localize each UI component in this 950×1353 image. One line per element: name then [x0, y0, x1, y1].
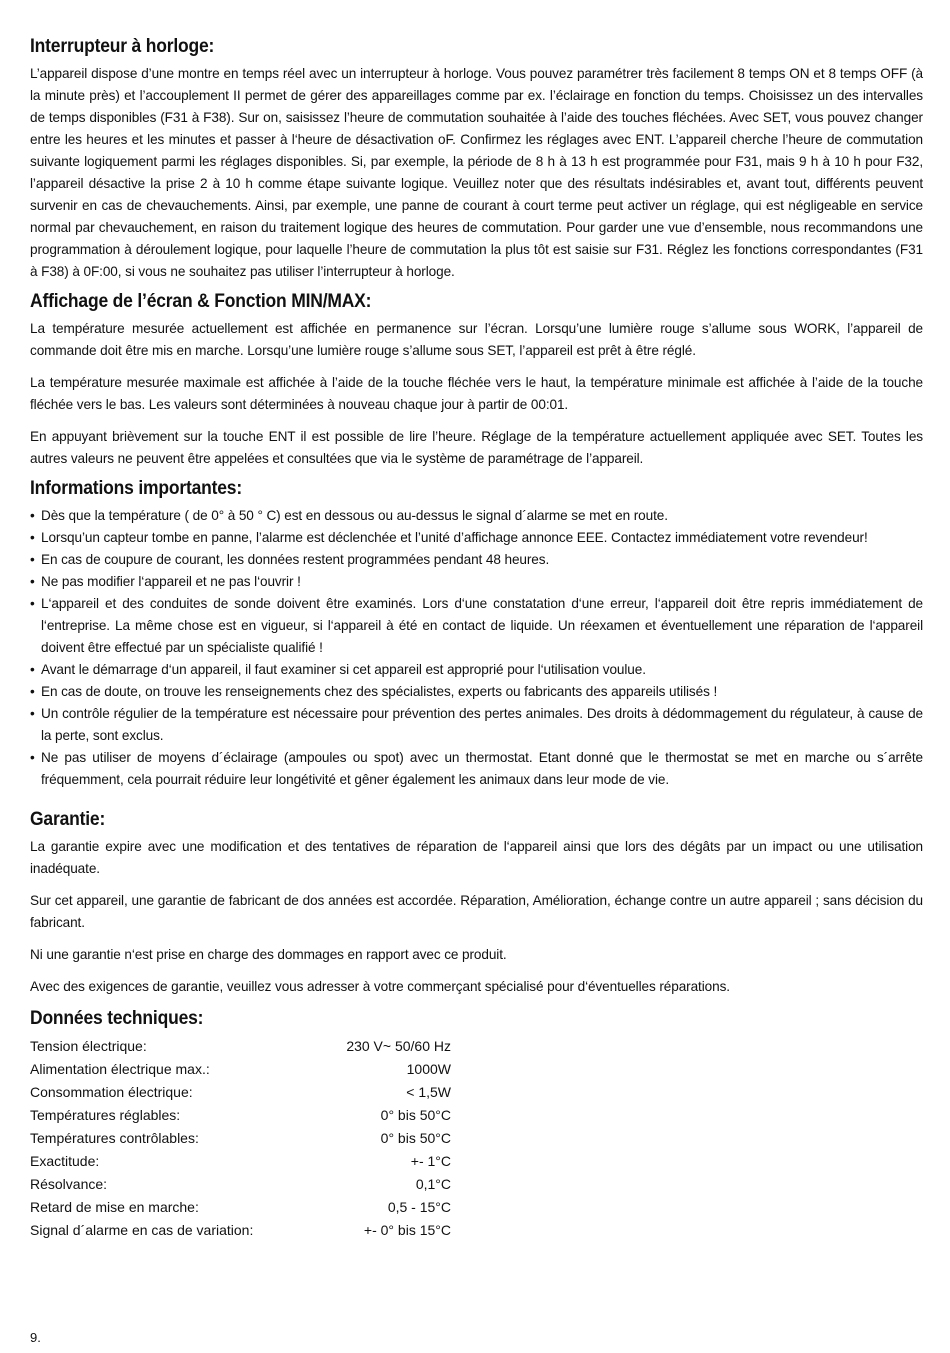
warranty-section-title: Garantie:: [30, 809, 106, 830]
warranty-paragraph-3: Ni une garantie n‘est prise en charge des dommages en rapport avec ce produit.: [30, 947, 507, 962]
spec-value: 0,1°C: [415, 1176, 451, 1192]
spec-label: Exactitude:: [30, 1153, 100, 1169]
list-item-text: Un contrôle régulier de la température est nécessaire pour prévention des pertes animales. Des droits à dédommagement du régulateur, à cause de la perte, sont exclus.: [41, 706, 923, 743]
spec-label: Tension électrique:: [30, 1038, 147, 1054]
spec-value: 0° bis 50°C: [380, 1107, 451, 1123]
important-section-title: Informations importantes:: [30, 478, 242, 499]
list-item: [30, 703, 923, 747]
spec-value: 0,5 - 15°C: [387, 1199, 451, 1215]
spec-label: Retard de mise en marche:: [30, 1199, 199, 1215]
bullet-icon: •: [30, 662, 35, 677]
bullet-icon: •: [30, 596, 35, 611]
list-item: [30, 747, 923, 791]
bullet-icon: •: [30, 552, 35, 567]
table-row: [30, 1104, 451, 1127]
bullet-icon: •: [30, 750, 35, 765]
list-item: [30, 527, 923, 549]
list-item-text: L‘appareil et des conduites de sonde doivent être examinés. Lors d‘une constatation d‘une erreur, l‘appareil doit être repris immédiatement de l‘entreprise. La même chose est en vigueur, si l‘appareil à été en contact de liquide. Un réexamen et éventuellement une réparation de l‘appareil doivent être effectué par un spécialiste qualifié !: [41, 596, 923, 655]
timer-paragraph: L’appareil dispose d’une montre en temps réel avec un interrupteur à horloge. Vous pouvez paramétrer très facilement 8 temps ON et 8 temps OFF (à la minute près) et l’accouplement II permet de gérer des appareillages comme par ex. l’éclairage en fonction du temps. Choisissez un des intervalles de temps disponibles (F31 à F38). Sur on, saisissez l’heure de commutation souhaitée à l’aide des touches fléchées. Avec SET, vous pouvez changer entre les heures et les minutes et passer à l‘heure de désactivation oF. Confirmez les réglages avec ENT. L’appareil cherche l’heure de commutation suivante logiquement parmi les réglages disponibles. Si, par exemple, la période de 8 h à 13 h est programmée pour F31, mais 9 h à 10 h pour F32, l’appareil désactive la prise 2 à 10 h comme étape suivante logique. Veuillez noter que des résultats indésirables et, avant tout, différents peuvent survenir en cas de chevauchements. Ainsi, par exemple, une panne de courant à court terme peut activer un réglage, qui est négligeable en service normal par chevauchement, en raison du traitement logique des heures de commutation. Pour garder une vue d’ensemble, nous recommandons une programmation à déroulement logique, pour laquelle l’heure de commutation la plus tôt est saisie sur F31. Réglez les fonctions correspondantes (F31 à F38) à 0F:00, si vous ne souhaitez pas utiliser l’interrupteur à horloge.: [30, 66, 923, 279]
display-paragraph-2: La température mesurée maximale est affichée à l’aide de la touche fléchée vers le haut, la température minimale est affichée à l’aide de la touche fléchée vers le bas. Les valeurs sont déterminées à nouveau chaque jour à partir de 00:01.: [30, 375, 923, 412]
spec-label: Consommation électrique:: [30, 1084, 193, 1100]
warranty-paragraph-4: Avec des exigences de garantie, veuillez vous adresser à votre commerçant spécialisé pour d‘éventuelles réparations.: [30, 979, 730, 994]
spec-label: Alimentation électrique max.:: [30, 1061, 210, 1077]
display-paragraph-3: En appuyant brièvement sur la touche ENT il est possible de lire l’heure. Réglage de la température actuellement appliquée avec SET. Toutes les autres valeurs ne peuvent être appelées et consultées que via le système de paramétrage de l’appareil.: [30, 429, 923, 466]
table-row: [30, 1150, 451, 1173]
list-item: [30, 681, 923, 703]
spec-value: +- 0° bis 15°C: [363, 1222, 451, 1238]
table-row: [30, 1196, 451, 1219]
list-item: [30, 593, 923, 659]
bullet-icon: •: [30, 706, 35, 721]
specs-table: [30, 1035, 451, 1242]
list-item: [30, 549, 923, 571]
display-section-title: Affichage de l’écran & Fonction MIN/MAX:: [30, 291, 372, 312]
bullet-icon: •: [30, 530, 35, 545]
bullet-icon: •: [30, 574, 35, 589]
page-number: 9.: [30, 1330, 41, 1345]
bullet-icon: •: [30, 508, 35, 523]
table-row: [30, 1058, 451, 1081]
list-item: [30, 659, 923, 681]
list-item-text: Dès que la température ( de 0° à 50 ° C) est en dessous ou au-dessus le signal d´alarme se met en route.: [41, 508, 668, 523]
table-row: [30, 1219, 451, 1242]
display-section: [30, 291, 923, 470]
table-row: [30, 1127, 451, 1150]
list-item-text: Ne pas utiliser de moyens d´éclairage (ampoules ou spot) avec un thermostat. Etant donné que le thermostat se met en marche ou s´arrête fréquemment, cela pourrait réduire leur longétivité et gêner également les animaux dans leur mode de vie.: [41, 750, 923, 787]
bullet-icon: •: [30, 684, 35, 699]
list-item-text: Lorsqu’un capteur tombe en panne, l’alarme est déclenchée et l’unité d’affichage annonce EEE. Contactez immédiatement votre revendeur!: [41, 530, 868, 545]
list-item-text: Ne pas modifier l‘appareil et ne pas l‘ouvrir !: [41, 574, 301, 589]
spec-label: Signal d´alarme en cas de variation:: [30, 1222, 254, 1238]
timer-section-title: Interrupteur à horloge:: [30, 36, 215, 57]
spec-value: +- 1°C: [410, 1153, 451, 1169]
specs-section-title: Données techniques:: [30, 1008, 204, 1029]
timer-section: [30, 36, 923, 283]
spec-value: 230 V~ 50/60 Hz: [346, 1038, 451, 1054]
warranty-section: [30, 809, 923, 998]
important-section: [30, 478, 923, 791]
list-item: [30, 571, 923, 593]
display-paragraph-1: La température mesurée actuellement est affichée en permanence sur l’écran. Lorsqu’une lumière rouge s’allume sous WORK, l’appareil de commande doit être mis en marche. Lorsqu’une lumière rouge s’allume sous SET, l’appareil est prêt à être réglé.: [30, 321, 923, 358]
table-row: [30, 1081, 451, 1104]
spec-label: Températures réglables:: [30, 1107, 181, 1123]
list-item-text: En cas de coupure de courant, les données restent programmées pendant 48 heures.: [41, 552, 550, 567]
specs-section: [30, 1008, 923, 1242]
list-item: [30, 505, 923, 527]
spec-value: 1000W: [406, 1061, 451, 1077]
spec-label: Résolvance:: [30, 1176, 108, 1192]
important-list: [30, 505, 923, 791]
spec-value: < 1,5W: [406, 1084, 451, 1100]
spec-value: 0° bis 50°C: [380, 1130, 451, 1146]
manual-page: [30, 36, 923, 1248]
list-item-text: En cas de doute, on trouve les renseignements chez des spécialistes, experts ou fabricants des appareils utilisés !: [41, 684, 718, 699]
warranty-paragraph-2: Sur cet appareil, une garantie de fabricant de dos années est accordée. Réparation, Amélioration, échange contre un autre appareil ; sans décision du fabricant.: [30, 893, 923, 930]
table-row: [30, 1173, 451, 1196]
list-item-text: Avant le démarrage d‘un appareil, il faut examiner si cet appareil est approprié pour l‘utilisation voulue.: [41, 662, 646, 677]
warranty-paragraph-1: La garantie expire avec une modification et des tentatives de réparation de l‘appareil ainsi que lors des dégâts par un impact ou une utilisation inadéquate.: [30, 839, 923, 876]
spec-label: Températures contrôlables:: [30, 1130, 199, 1146]
table-row: [30, 1035, 451, 1058]
